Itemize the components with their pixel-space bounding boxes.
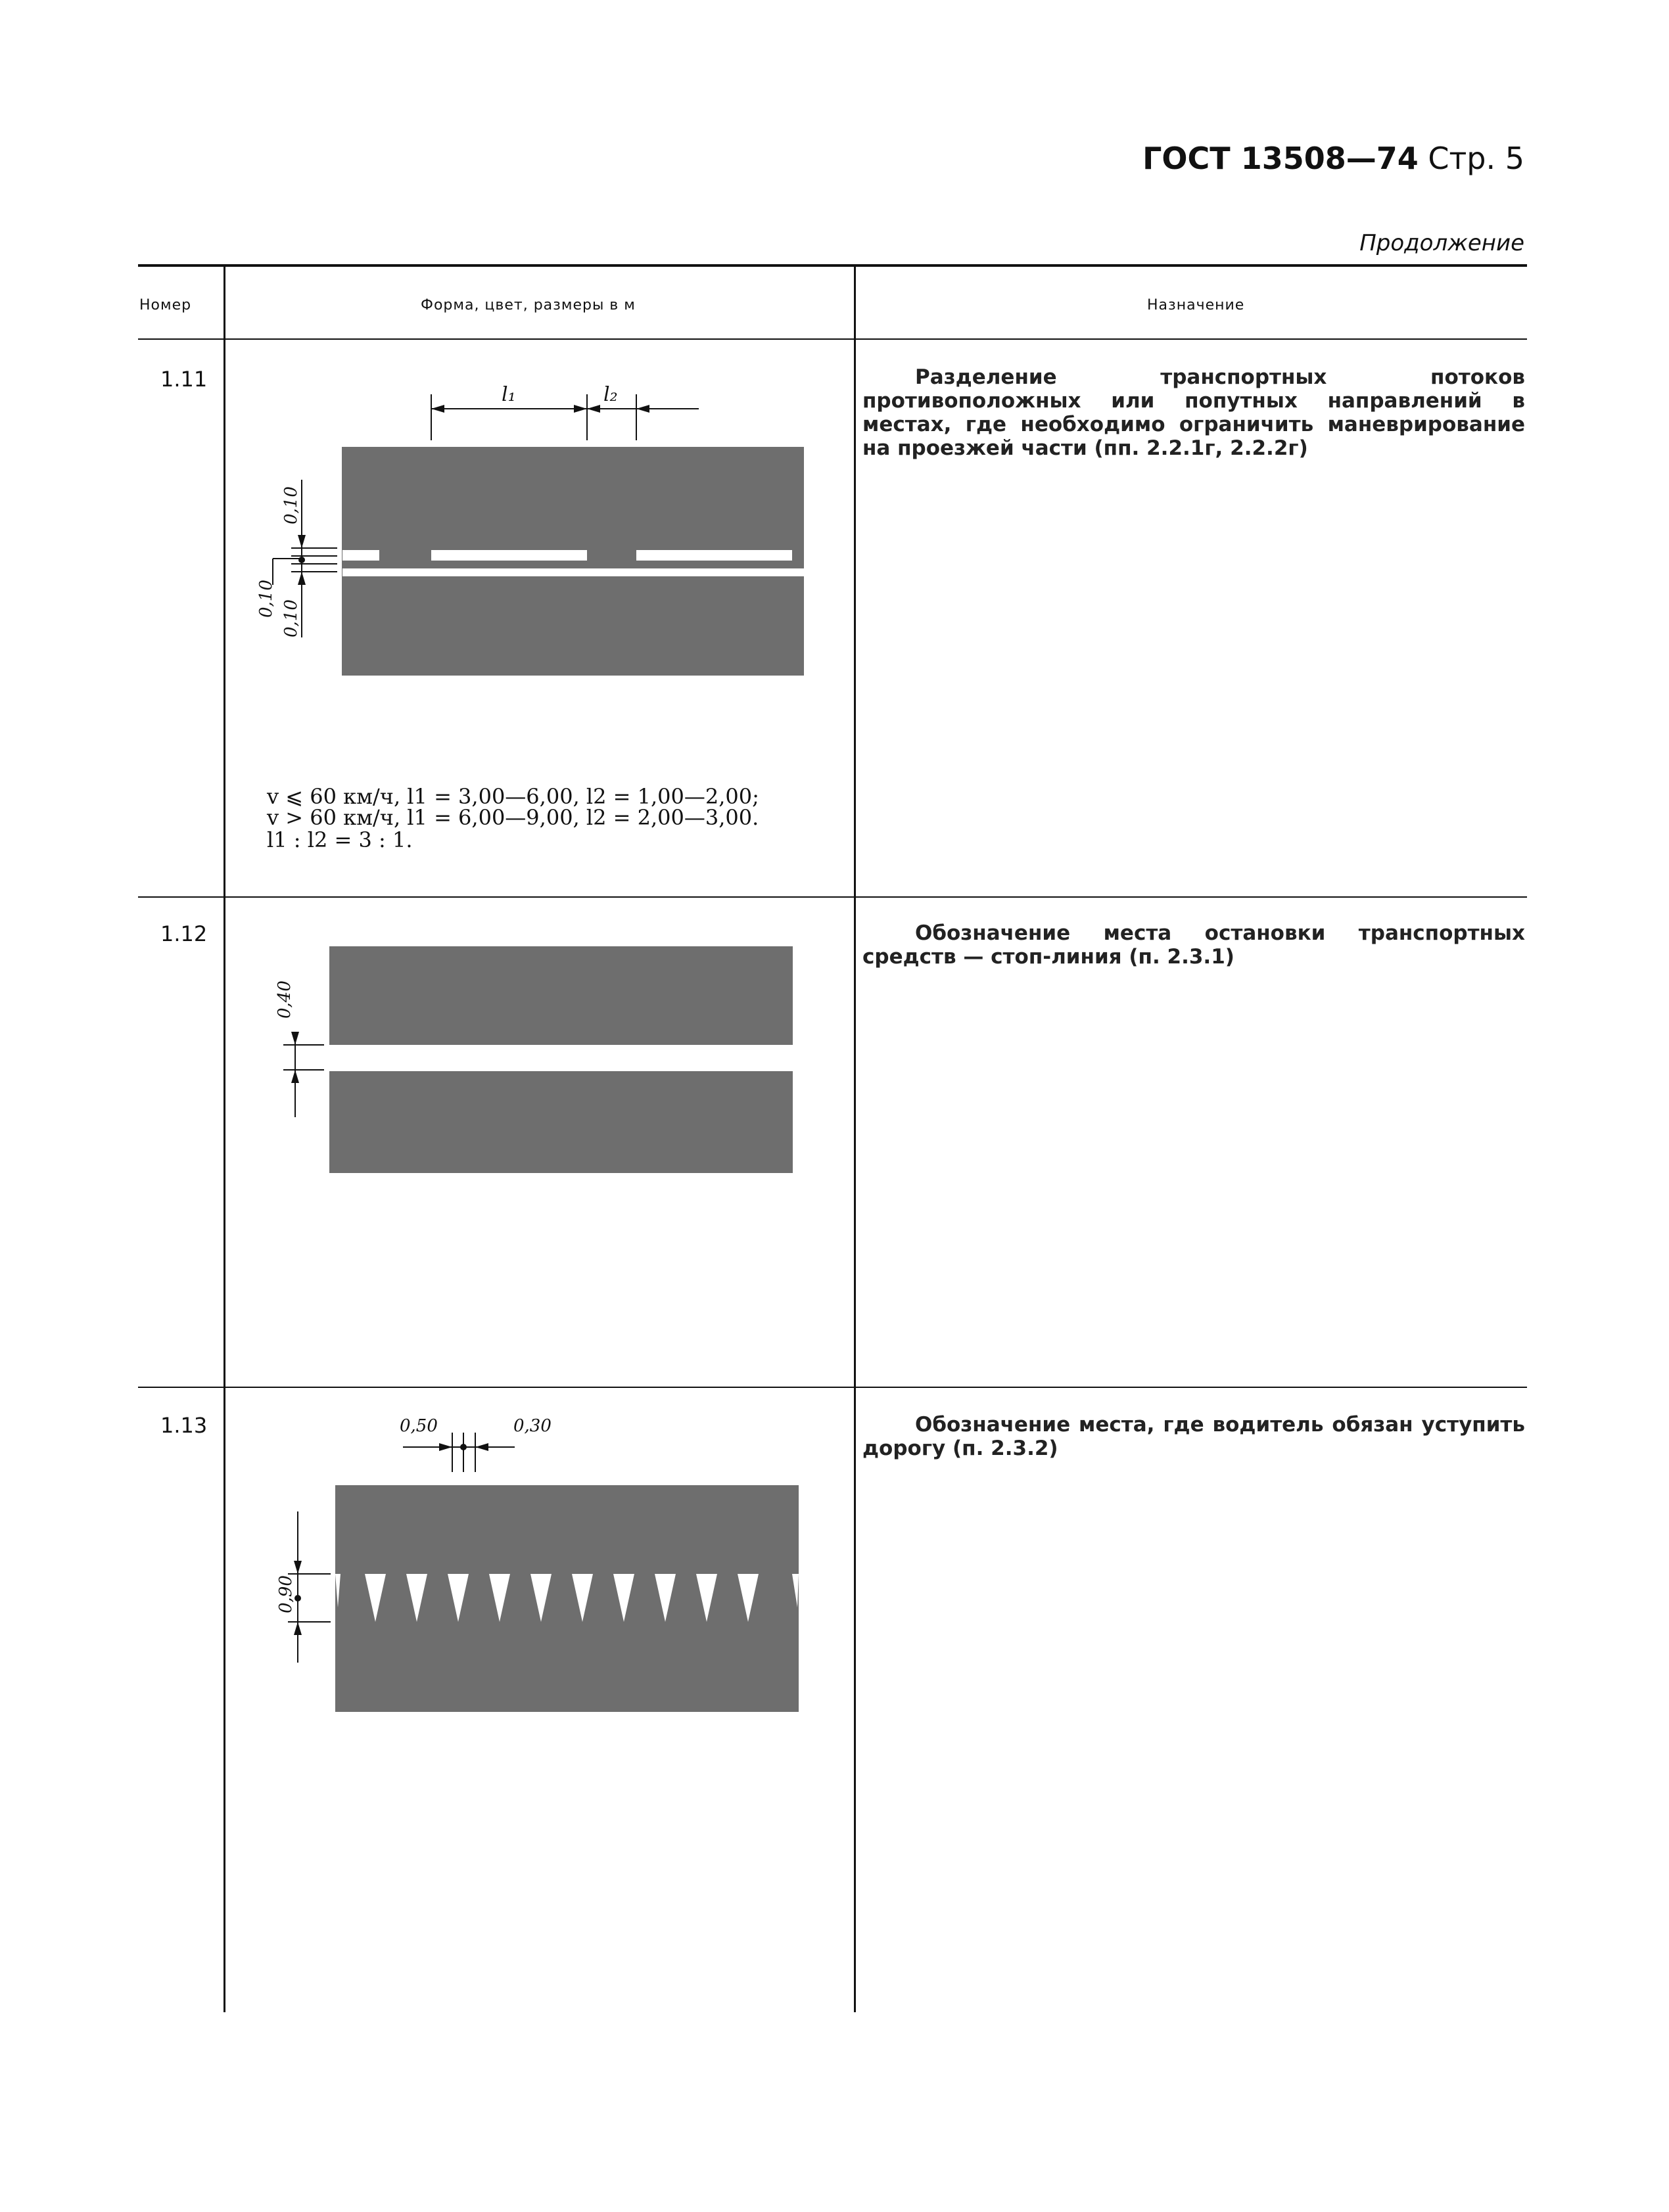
- page-header: [1142, 141, 1524, 176]
- marking-diagram-1-13: [225, 1413, 853, 1741]
- dim-label-030: 0,30: [513, 1416, 552, 1436]
- dim-label-l1: l₁: [502, 383, 516, 406]
- dash-segment: [342, 550, 379, 561]
- dim-label-040: 0,40: [275, 980, 294, 1019]
- formula-line-3: l1 : l2 = 3 : 1.: [267, 827, 413, 852]
- road-surface-lower: [329, 1071, 793, 1173]
- road-surface-upper: [329, 946, 793, 1045]
- dim-label-050: 0,50: [400, 1416, 438, 1436]
- marking-diagram-1-12: [225, 933, 853, 1196]
- row-purpose-1-12: Обозначение места остановки транспортных средств — стоп-линия (п. 2.3.1): [862, 921, 1525, 969]
- marking-diagram-1-11: [225, 368, 853, 841]
- dim-label-010-mid: 0,10: [256, 580, 276, 618]
- row-number-1-13: 1.13: [160, 1413, 208, 1438]
- page-number: Стр. 5: [1428, 141, 1524, 176]
- column-divider-2: [854, 264, 856, 2012]
- road-surface-lower: [342, 576, 804, 676]
- row-divider-1: [138, 896, 1527, 898]
- formula-line-2: v > 60 км/ч, l1 = 6,00—9,00, l2 = 2,00—3,00.: [267, 805, 759, 830]
- row-divider-2: [138, 1387, 1527, 1388]
- row-purpose-1-11: Разделение транспортных потоков противоположных или попутных направлений в местах, где необходимо ограничить маневрирование на проезжей части (пп. 2.2.1г, 2.2.2г): [862, 365, 1525, 460]
- dim-label-l2: l₂: [603, 383, 618, 406]
- dim-label-010-top: 0,10: [281, 486, 301, 524]
- road-surface-upper: [342, 447, 804, 552]
- dim-label-090: 0,90: [276, 1575, 296, 1613]
- solid-line: [342, 568, 804, 576]
- formula-line-1: v ⩽ 60 км/ч, l1 = 3,00—6,00, l2 = 1,00—2,00;: [267, 784, 759, 809]
- document-code: ГОСТ 13508—74: [1142, 141, 1419, 176]
- column-header-number: Номер: [139, 297, 192, 313]
- dim-label-010-bot: 0,10: [281, 599, 301, 637]
- column-header-form: Форма, цвет, размеры в м: [421, 297, 636, 313]
- column-header-purpose: Назначение: [1147, 297, 1245, 313]
- table-top-rule: [138, 264, 1527, 267]
- row-number-1-11: 1.11: [160, 367, 208, 392]
- dash-segment: [431, 550, 587, 561]
- row-purpose-1-13: Обозначение места, где водитель обязан уступить дорогу (п. 2.3.2): [862, 1413, 1525, 1460]
- header-bottom-rule: [138, 338, 1527, 340]
- road-surface: [335, 1485, 799, 1712]
- continuation-label: Продолжение: [1359, 230, 1524, 256]
- dash-segment: [636, 550, 792, 561]
- row-number-1-12: 1.12: [160, 921, 208, 946]
